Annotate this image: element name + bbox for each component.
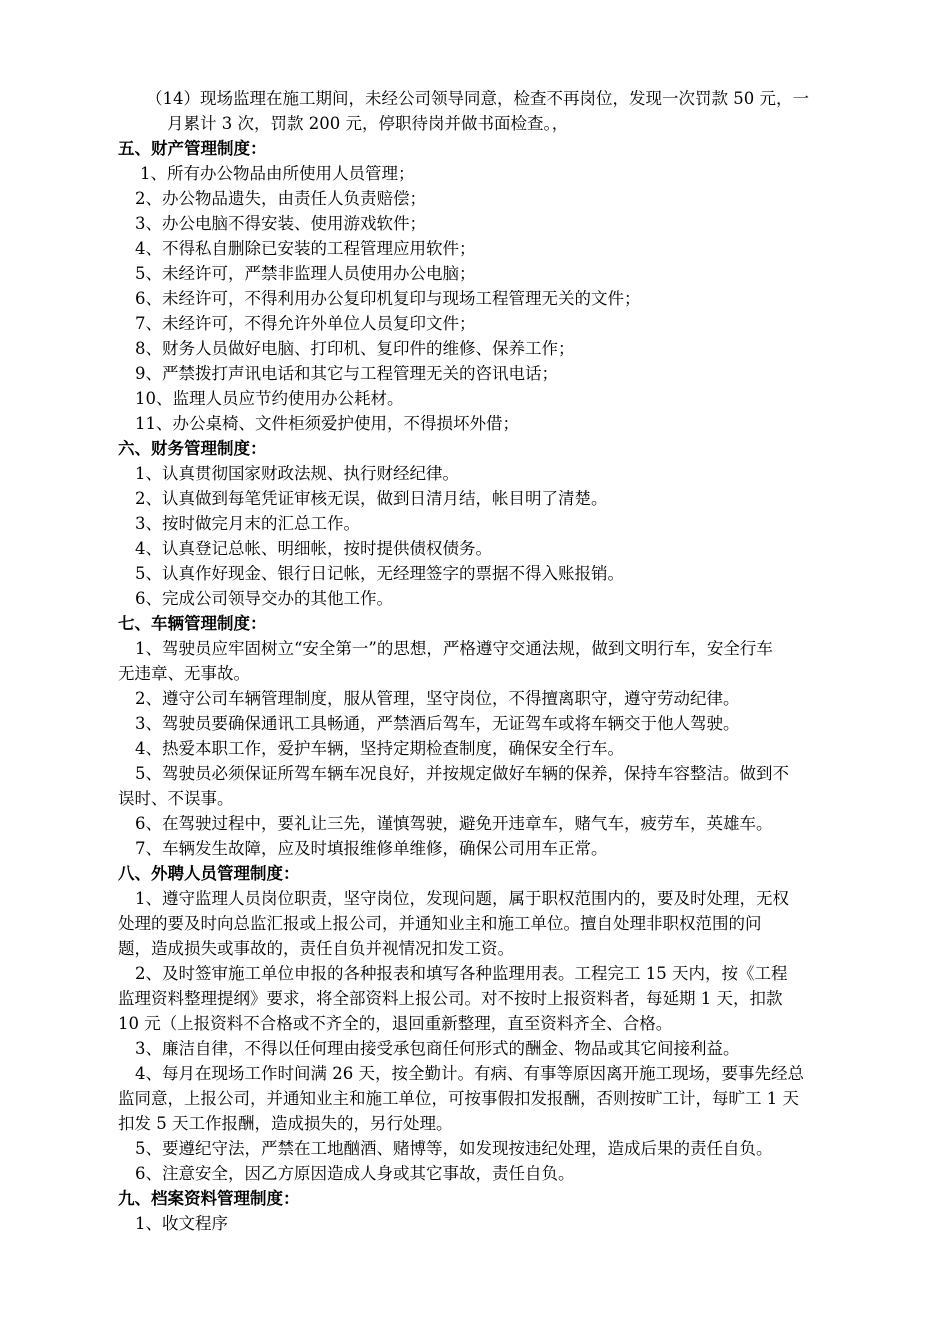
list-item: 7、未经许可，不得允许外单位人员复印文件； (135, 314, 476, 333)
paragraph-line: 3、廉洁自律，不得以任何理由接受承包商任何形式的酬金、物品或其它间接利益。 (135, 1039, 740, 1058)
list-item: 8、财务人员做好电脑、打印机、复印件的维修、保养工作； (135, 339, 575, 358)
paragraph-line: 题，造成损失或事故的，责任自负并视情况扣发工资。 (118, 939, 514, 958)
list-item: 3、按时做完月末的汇总工作。 (135, 514, 360, 533)
paragraph-line: 误时、不误事。 (118, 789, 234, 808)
section-7-heading: 七、车辆管理制度： (118, 614, 267, 633)
list-item: 1、收文程序 (135, 1214, 228, 1233)
paragraph-line: 5、要遵纪守法，严禁在工地酗酒、赌博等，如发现按违纪处理，造成后果的责任自负。 (135, 1139, 773, 1158)
list-item: 9、严禁拨打声讯电话和其它与工程管理无关的咨讯电话； (135, 364, 558, 383)
paragraph-line: 监理资料整理提纲》要求，将全部资料上报公司。对不按时上报资料者，每延期 1 天，扣款 (118, 989, 783, 1008)
section-9-heading: 九、档案资料管理制度： (118, 1189, 300, 1208)
paragraph-line: 4、热爱本职工作，爱护车辆，坚持定期检查制度，确保安全行车。 (135, 739, 624, 758)
paragraph-line: 10 元（上报资料不合格或不齐全的，退回重新整理，直至资料齐全、合格。 (118, 1014, 673, 1033)
paragraph-line: 6、在驾驶过程中，要礼让三先，谨慎驾驶，避免开违章车，赌气车，疲劳车，英雄车。 (135, 814, 773, 833)
list-item: 6、未经许可，不得利用办公复印机复印与现场工程管理无关的文件； (135, 289, 641, 308)
list-item: 6、完成公司领导交办的其他工作。 (135, 589, 393, 608)
paragraph-line: 6、注意安全，因乙方原因造成人身或其它事故，责任自负。 (135, 1164, 575, 1183)
list-item: 4、不得私自删除已安装的工程管理应用软件； (135, 239, 476, 258)
list-item: 3、办公电脑不得安装、使用游戏软件； (135, 214, 426, 233)
paragraph-line: 5、驾驶员必须保证所驾车辆车况良好，并按规定做好车辆的保养，保持车容整洁。做到不 (135, 764, 789, 783)
paragraph-line: 无违章、无事故。 (118, 664, 250, 683)
list-item: 2、认真做到每笔凭证审核无误，做到日清月结，帐目明了清楚。 (135, 489, 608, 508)
paragraph-line: 处理的要及时向总监汇报或上报公司，并通知业主和施工单位。擅自处理非职权范围的问 (118, 914, 762, 933)
list-item: 2、办公物品遗失，由责任人负责赔偿； (135, 189, 426, 208)
paragraph-line: 1、驾驶员应牢固树立“安全第一”的思想，严格遵守交通法规，做到文明行车，安全行车 (135, 639, 773, 658)
list-item: 1、所有办公物品由所使用人员管理； (140, 164, 415, 183)
list-item: 10、监理人员应节约使用办公耗材。 (135, 389, 404, 408)
list-item: 4、认真登记总帐、明细帐，按时提供债权债务。 (135, 539, 492, 558)
paragraph-line: 2、遵守公司车辆管理制度，服从管理，坚守岗位，不得擅离职守，遵守劳动纪律。 (135, 689, 740, 708)
section-8-heading: 八、外聘人员管理制度： (118, 864, 300, 883)
section-6-heading: 六、财务管理制度： (118, 439, 267, 458)
list-item: 5、未经许可，严禁非监理人员使用办公电脑； (135, 264, 476, 283)
list-item: 11、办公桌椅、文件柜须爱护使用，不得损坏外借； (135, 414, 519, 433)
paragraph-line: 4、每月在现场工作时间满 26 天，按全勤计。有病、有事等原因离开施工现场，要事先经总 (135, 1064, 804, 1083)
intro-line-1: （14）现场监理在施工期间，未经公司领导同意，检查不再岗位，发现一次罚款 50 元，一 (146, 89, 809, 108)
paragraph-line: 1、遵守监理人员岗位职责，坚守岗位，发现问题，属于职权范围内的，要及时处理，无权 (135, 889, 789, 908)
section-5-heading: 五、财产管理制度： (118, 139, 267, 158)
paragraph-line: 监同意，上报公司，并通知业主和施工单位，可按事假扣发报酬，否则按旷工计，每旷工 1 天 (118, 1089, 799, 1108)
paragraph-line: 2、及时签审施工单位申报的各种报表和填写各种监理用表。工程完工 15 天内，按《工程 (135, 964, 788, 983)
paragraph-line: 3、驾驶员要确保通讯工具畅通，严禁酒后驾车，无证驾车或将车辆交于他人驾驶。 (135, 714, 740, 733)
list-item: 1、认真贯彻国家财政法规、执行财经纪律。 (135, 464, 459, 483)
paragraph-line: 扣发 5 天工作报酬，造成损失的，另行处理。 (118, 1114, 453, 1133)
intro-line-2: 月累计 3 次，罚款 200 元，停职待岗并做书面检查。， (167, 114, 569, 133)
paragraph-line: 7、车辆发生故障，应及时填报维修单维修，确保公司用车正常。 (135, 839, 608, 858)
list-item: 5、认真作好现金、银行日记帐，无经理签字的票据不得入账报销。 (135, 564, 624, 583)
